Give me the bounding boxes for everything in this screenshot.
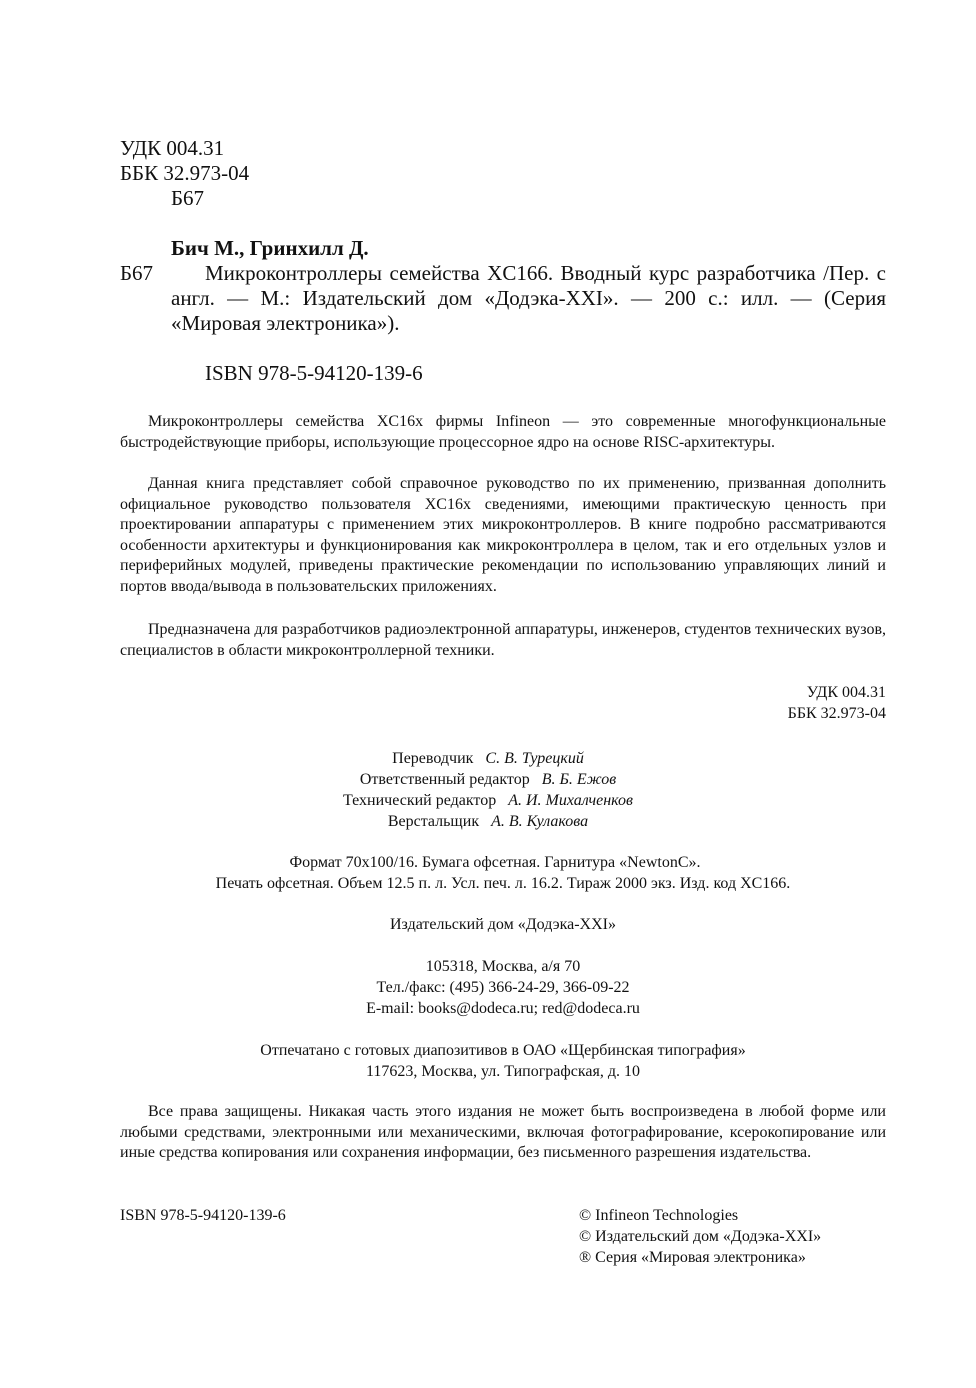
publisher-phone: Тел./факс: (495) 366-24-29, 366-09-22 <box>376 979 630 996</box>
udk-code: УДК 004.31 <box>120 136 225 160</box>
book-title: Микроконтроллеры семейства XC166. Вводный курс разработчика /Пер. с англ. — М.: Издательский дом «Додэка-XXI». — 200 с.: илл. — (Серия «Мировая электроника»). <box>171 261 886 335</box>
author-mark: Б67 <box>171 186 205 210</box>
udk-right: УДК 004.31 <box>806 684 886 701</box>
abstract-paragraph-1: Микроконтроллеры семейства XC16x фирмы Infineon — это современные многофункциональные быстродействующие приборы, использующие процессорное ядро на основе RISC-архитектуры. <box>120 413 886 451</box>
entry-code: Б67 <box>120 261 154 285</box>
staff-row <box>0 791 976 812</box>
staff-row <box>0 770 976 791</box>
staff-person: В. Б. Ежов <box>541 771 617 788</box>
print-format: Формат 70х100/16. Бумага офсетная. Гарнитура «NewtonC». <box>289 854 701 871</box>
publisher-email: E-mail: books@dodeca.ru; red@dodeca.ru <box>366 1000 640 1017</box>
copyright-infineon: © Infineon Technologies <box>579 1207 739 1224</box>
staff-role: Переводчик <box>392 750 474 767</box>
staff-row <box>0 812 976 833</box>
printer-line-2: 117623, Москва, ул. Типографская, д. 10 <box>366 1063 640 1080</box>
publisher-address: 105318, Москва, а/я 70 <box>425 958 581 975</box>
rights-notice: Все права защищены. Никакая часть этого издания не может быть воспроизведена в любой форме или любыми средствами, электронными или механическими, включая фотографирование, ксерокопирование или иные средства копирования или сохранения информации, без письменного разрешения издательства. <box>120 1103 886 1161</box>
staff-role: Ответственный редактор <box>359 771 530 788</box>
print-details: Печать офсетная. Объем 12.5 п. л. Усл. печ. л. 16.2. Тираж 2000 экз. Изд. код XC166. <box>215 875 791 892</box>
entry-isbn: ISBN 978-5-94120-139-6 <box>205 361 423 385</box>
staff-role: Технический редактор <box>342 792 497 809</box>
publisher-name: Издательский дом «Додэка-XXI» <box>389 916 616 933</box>
footer-isbn: ISBN 978-5-94120-139-6 <box>120 1207 286 1224</box>
staff-person: А. В. Кулакова <box>491 813 589 830</box>
staff-row <box>0 749 976 770</box>
registered-series: ® Серия «Мировая электроника» <box>579 1249 806 1266</box>
bbk-right: ББК 32.973-04 <box>787 705 886 722</box>
bbk-code: ББК 32.973-04 <box>120 161 250 185</box>
abstract-paragraph-3: Предназначена для разработчиков радиоэлектронной аппаратуры, инженеров, студентов технических вузов, специалистов в области микроконтроллерной техники. <box>120 621 886 659</box>
copyright-dodeca: © Издательский дом «Додэка-XXI» <box>579 1228 822 1245</box>
staff-role: Верстальщик <box>387 813 480 830</box>
staff-person: С. В. Турецкий <box>485 750 584 767</box>
authors: Бич М., Гринхилл Д. <box>171 236 369 260</box>
abstract-paragraph-2: Данная книга представляет собой справочное руководство по их применению, призванная дополнить официальное руководство пользователя XC16x сведениями, имеющими практическую ценность при проектировании аппаратуры с применением этих микроконтроллеров. В книге подробно рассматриваются особенности архитектуры и функционирования как микроконтроллера в целом, так и его отдельных узлов и периферийных модулей, приведены практические рекомендации по использованию управляющих линий и портов ввода/вывода в пользовательских приложениях. <box>120 475 886 595</box>
staff-list <box>0 749 976 833</box>
staff-person: А. И. Михалченков <box>508 792 633 809</box>
printer-line-1: Отпечатано с готовых диапозитивов в ОАО «Щербинская типография» <box>260 1042 746 1059</box>
